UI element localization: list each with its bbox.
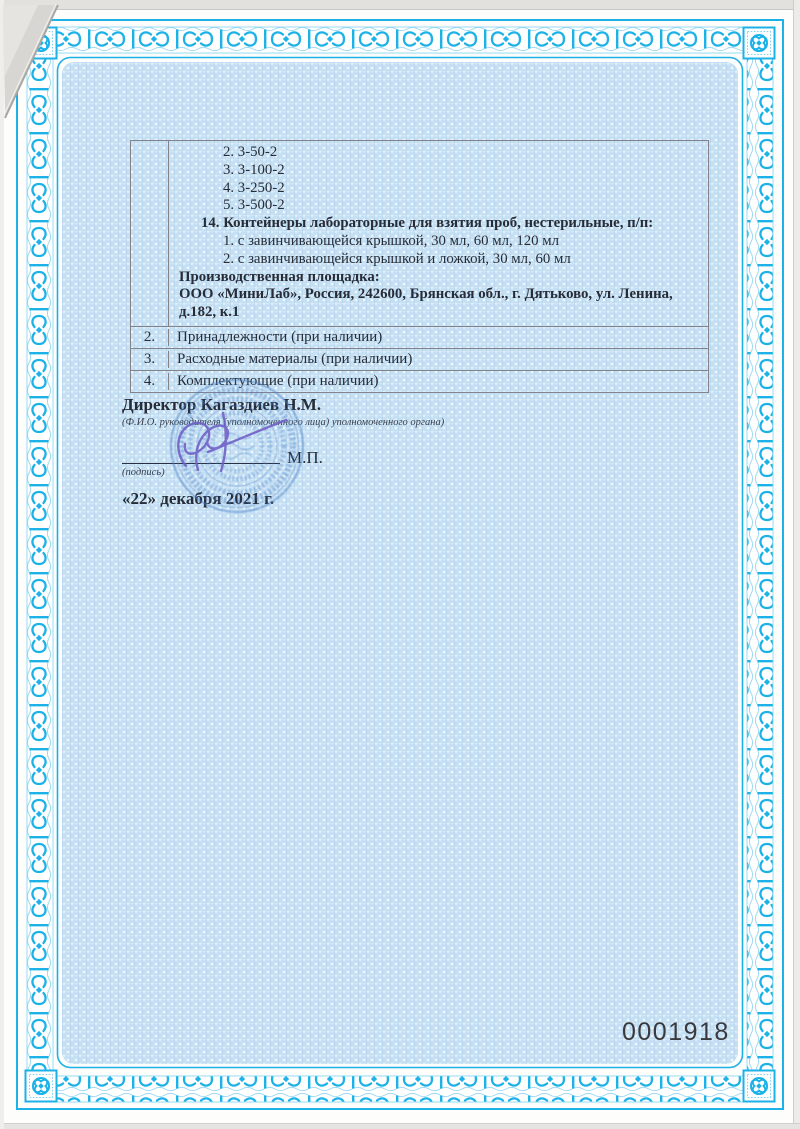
list-item: 3. 3-100-2 bbox=[223, 161, 285, 178]
folded-corner bbox=[0, 0, 150, 160]
row-number-cell: 2. bbox=[131, 329, 169, 346]
scan-edge-bottom bbox=[0, 1123, 800, 1129]
form-serial-number: 0001918 bbox=[622, 1018, 730, 1046]
production-site-address: ООО «МиниЛаб», Россия, 242600, Брянская обл., г. Дятьково, ул. Ленина, д.182, к.1 bbox=[179, 286, 673, 321]
signing-date: «22» декабря 2021 г. bbox=[122, 489, 275, 508]
list-item: 1. с завинчивающейся крышкой, 30 мл, 60 мл, 120 мл bbox=[223, 232, 560, 249]
scan-edge-left bbox=[0, 0, 4, 1129]
row-number-cell: 3. bbox=[131, 351, 169, 368]
list-item: 2. 3-50-2 bbox=[223, 144, 278, 160]
row-label: Комплектующие (при наличии) bbox=[177, 372, 379, 389]
seal-place-mark: М.П. bbox=[287, 448, 323, 467]
scan-edge-right bbox=[793, 0, 800, 1129]
list-item: 5. 3-500-2 bbox=[223, 197, 285, 214]
signature-caption: (подпись) bbox=[122, 467, 165, 478]
official-round-stamp bbox=[171, 380, 303, 512]
list-item: 2. с завинчивающейся крышкой и ложкой, 30 мл, 60 мл bbox=[223, 250, 571, 267]
production-site-heading: Производственная площадка: bbox=[179, 268, 380, 285]
row-label: Принадлежности (при наличии) bbox=[177, 328, 383, 345]
row-label: Расходные материалы (при наличии) bbox=[177, 350, 413, 367]
list-item: 4. 3-250-2 bbox=[223, 179, 285, 196]
row-number-cell: 4. bbox=[131, 373, 169, 390]
list-item-group: 14. Контейнеры лабораторные для взятия проб, нестерильные, п/п: bbox=[201, 215, 654, 232]
signer-caption: (Ф.И.О. руководителя (уполномоченного лица) уполномоченного органа) bbox=[122, 417, 445, 428]
signer-name: Директор Кагаздиев Н.М. bbox=[122, 395, 322, 414]
